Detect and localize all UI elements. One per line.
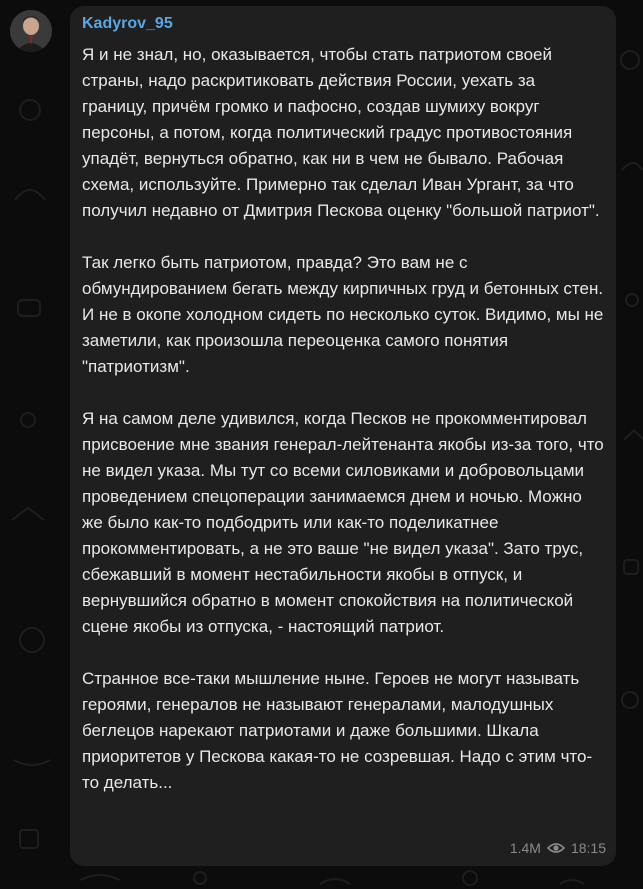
message-meta <box>510 840 606 856</box>
message-bubble[interactable] <box>70 6 616 866</box>
message-paragraph: Я на самом деле удивился, когда Песков не прокомментировал присвоение мне звания генерал-лейтенанта якобы из-за того, что не видел указа. Мы тут со всеми силовиками и добровольцами проведением спецоперации занимаемся днем и ночью. Можно же было как-то подбодрить или как-то поделикатнее прокомментировать, а не это ваше "не видел указа". Зато трус, сбежавший в момент нестабильности якобы в отпуск, и вернувшийся обратно в момент спокойствия на политической сцене якобы из отпуска, - настоящий патриот. <box>82 409 604 636</box>
message-paragraph: Так легко быть патриотом, правда? Это вам не с обмундированием бегать между кирпичных груд и бетонных стен. И не в окопе холодном сидеть по несколько суток. Видимо, мы не заметили, как произошла переоценка самого понятия "патриотизм". <box>82 253 604 376</box>
message-text <box>82 42 604 796</box>
channel-avatar[interactable] <box>10 10 52 52</box>
message-time: 18:15 <box>570 840 606 856</box>
message-paragraph: Я и не знал, но, оказывается, чтобы стать патриотом своей страны, надо раскритиковать действия России, уехать за границу, причём громко и пафосно, создав шумиху вокруг персоны, а потом, когда политический градус противостояния упадёт, вернуться обратно, как ни в чем не бывало. Рабочая схема, используйте. Примерно так сделал Иван Ургант, за что получил недавно от Дмитрия Пескова оценку "большой патриот". <box>82 45 600 220</box>
message-paragraph: Странное все-таки мышление ныне. Героев не могут называть героями, генералов не называют генералами, малодушных беглецов нарекают патриотами и даже большими. Шкала приоритетов у Пескова какая-то не созревшая. Надо с этим что-то делать... <box>82 669 593 792</box>
channel-name[interactable]: Kadyrov_95 <box>82 15 173 32</box>
eye-icon <box>547 842 565 854</box>
avatar-portrait <box>10 10 52 52</box>
view-count: 1.4M <box>509 840 541 856</box>
